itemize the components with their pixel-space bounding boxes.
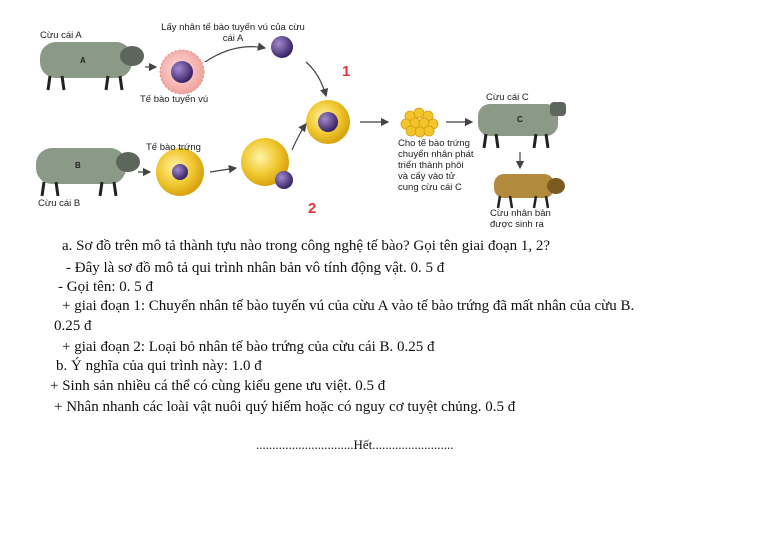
answer-a3: + giai đoạn 1: Chuyển nhân tế bào tuyến vú của cừu A vào tế bào trứng đã mất nhân của cừu B. — [62, 298, 635, 314]
step-1-number: 1 — [342, 63, 351, 80]
transfer-label: Cho tế bào trứng chuyển nhân phát triển thành phôi và cấy vào tử cung cừu cái C — [398, 138, 474, 193]
clone-label: Cừu nhân bản được sinh ra — [490, 208, 551, 230]
answer-a3-score: 0.25 đ — [54, 318, 92, 334]
egg-cell-icon — [156, 148, 204, 196]
sheep-c-label: Cừu cái C — [486, 92, 529, 103]
mammary-cell-icon — [160, 50, 204, 94]
sheep-b-label: Cừu cái B — [38, 198, 81, 209]
sheep-b-letter: B — [75, 161, 81, 170]
mammary-cell-label: Tế bào tuyến vú — [140, 94, 209, 105]
sheep-a-label: Cừu cái A — [40, 30, 82, 41]
clone-sheep-icon — [494, 174, 565, 208]
answer-a1: - Đây là sơ đồ mô tả qui trình nhân bản vô tính động vật. 0. 5 đ — [66, 260, 445, 276]
end-marker: ..............................Hết......................... — [256, 437, 454, 452]
sheep-c-letter: C — [517, 115, 523, 124]
sheep-a-icon — [40, 42, 144, 90]
question-b: b. Ý nghĩa của qui trình này: 1.0 đ — [56, 358, 262, 374]
answer-a4: + giai đoạn 2: Loại bỏ nhân tế bào trứng của cừu cái B. 0.25 đ — [62, 339, 435, 355]
answer-b1: + Sinh sản nhiều cá thể có cùng kiểu gene ưu việt. 0.5 đ — [50, 378, 386, 394]
fused-egg-icon — [306, 100, 350, 144]
take-nucleus-label: Lấy nhân tế bào tuyến vú của cừu cái A — [161, 22, 305, 44]
sheep-a-letter: A — [80, 56, 86, 65]
cloning-diagram — [0, 0, 779, 240]
question-a: a. Sơ đồ trên mô tả thành tựu nào trong công nghệ tế bào? Gọi tên giai đoạn 1, 2? — [62, 238, 551, 254]
enucleated-egg-icon — [241, 138, 293, 189]
answer-b2: + Nhân nhanh các loài vật nuôi quý hiếm hoặc có nguy cơ tuyệt chủng. 0.5 đ — [54, 399, 516, 415]
step-2-number: 2 — [308, 200, 317, 217]
sheep-b-icon — [36, 148, 140, 196]
sheep-c-icon — [478, 102, 566, 148]
answer-a2: - Gọi tên: 0. 5 đ — [58, 279, 153, 295]
egg-cell-label: Tế bào trứng — [146, 142, 201, 153]
embryo-icon — [401, 108, 438, 137]
